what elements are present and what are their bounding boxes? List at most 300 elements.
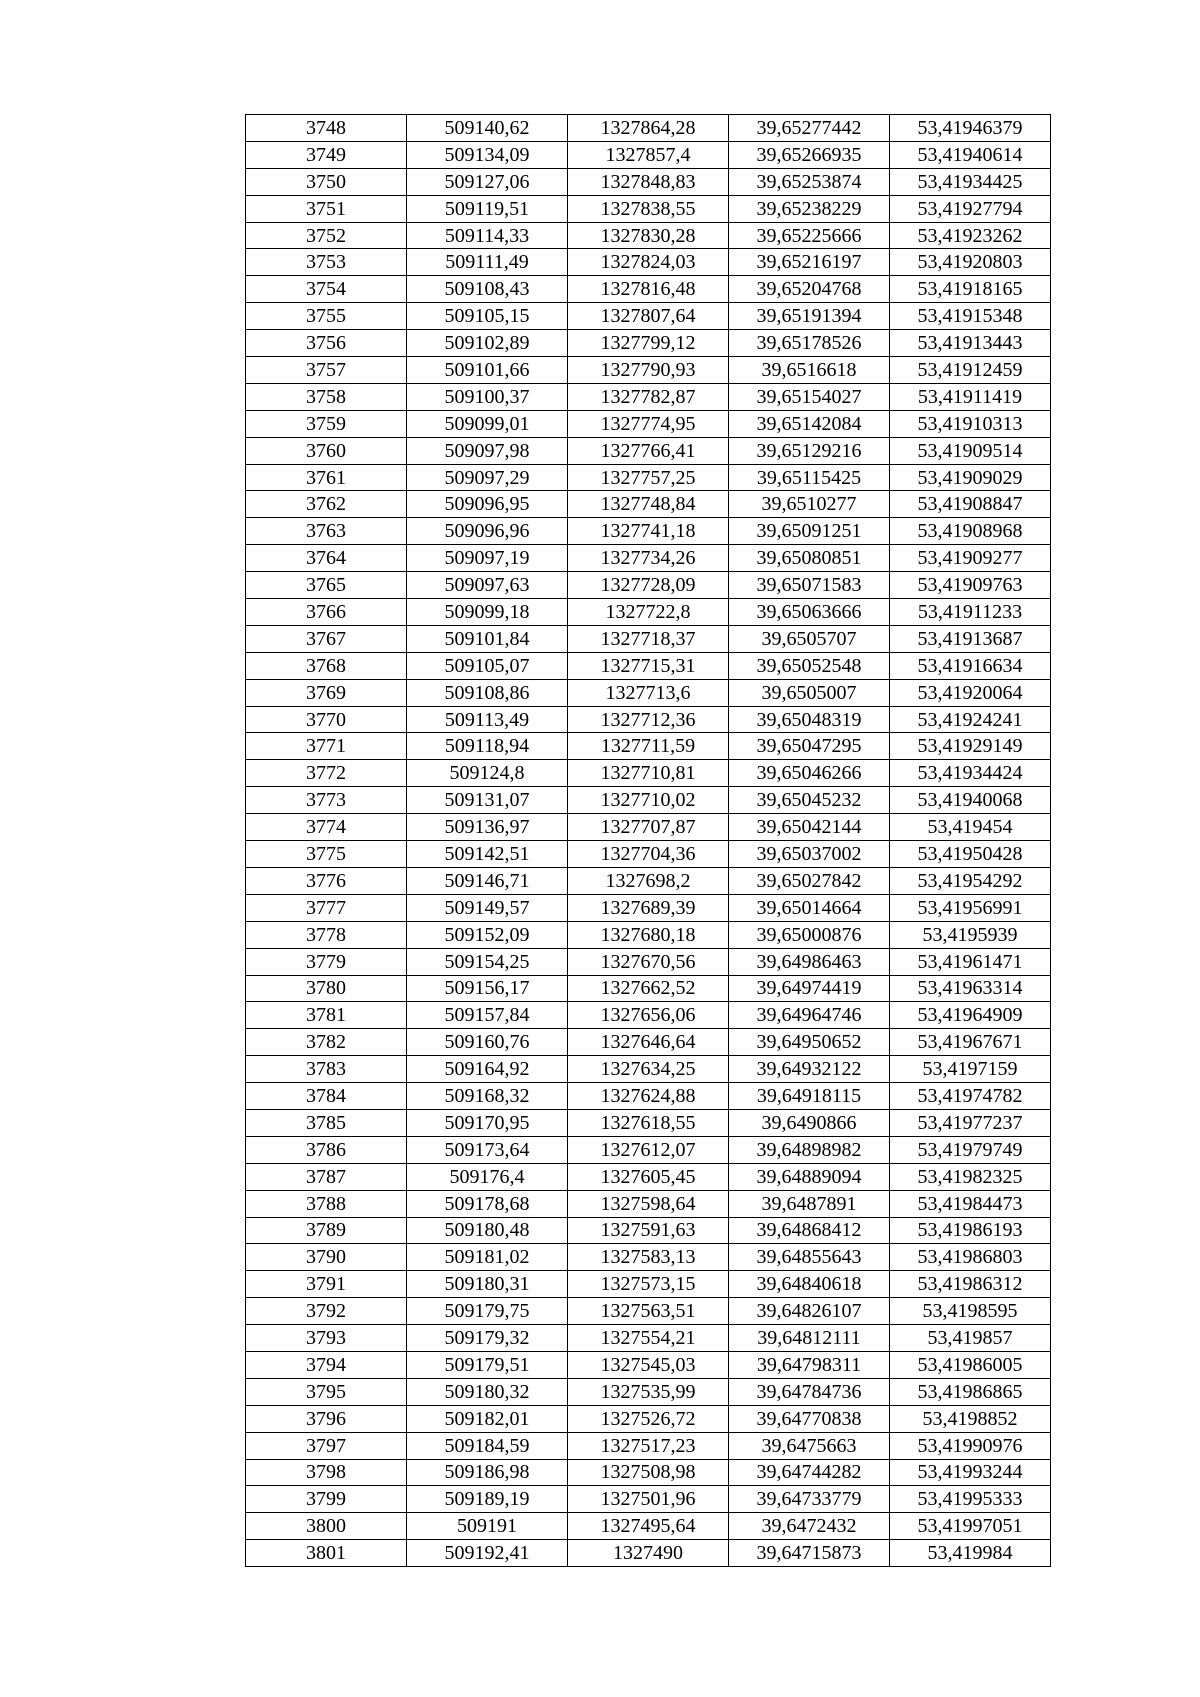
longitude-cell: 39,65047295 [729, 733, 890, 760]
latitude-cell: 53,41912459 [890, 357, 1051, 384]
y-coordinate-cell: 1327715,31 [568, 652, 729, 679]
table-row [246, 975, 1051, 1002]
point-number-cell: 3759 [246, 410, 407, 437]
longitude-cell: 39,6510277 [729, 491, 890, 518]
y-coordinate-cell: 1327508,98 [568, 1459, 729, 1486]
x-coordinate-cell: 509192,41 [407, 1540, 568, 1567]
x-coordinate-cell: 509101,84 [407, 625, 568, 652]
point-number-cell: 3768 [246, 652, 407, 679]
point-number-cell: 3755 [246, 303, 407, 330]
point-number-cell: 3775 [246, 841, 407, 868]
y-coordinate-cell: 1327774,95 [568, 410, 729, 437]
x-coordinate-cell: 509099,01 [407, 410, 568, 437]
x-coordinate-cell: 509102,89 [407, 330, 568, 357]
x-coordinate-cell: 509180,31 [407, 1271, 568, 1298]
longitude-cell: 39,65071583 [729, 572, 890, 599]
longitude-cell: 39,64812111 [729, 1325, 890, 1352]
latitude-cell: 53,41967671 [890, 1029, 1051, 1056]
table-row [246, 545, 1051, 572]
point-number-cell: 3765 [246, 572, 407, 599]
longitude-cell: 39,6475663 [729, 1432, 890, 1459]
point-number-cell: 3795 [246, 1378, 407, 1405]
y-coordinate-cell: 1327535,99 [568, 1378, 729, 1405]
latitude-cell: 53,41986193 [890, 1217, 1051, 1244]
point-number-cell: 3772 [246, 760, 407, 787]
point-number-cell: 3794 [246, 1351, 407, 1378]
latitude-cell: 53,41923262 [890, 222, 1051, 249]
longitude-cell: 39,6487891 [729, 1190, 890, 1217]
point-number-cell: 3778 [246, 921, 407, 948]
x-coordinate-cell: 509164,92 [407, 1056, 568, 1083]
latitude-cell: 53,41986803 [890, 1244, 1051, 1271]
y-coordinate-cell: 1327799,12 [568, 330, 729, 357]
longitude-cell: 39,64798311 [729, 1351, 890, 1378]
longitude-cell: 39,64964746 [729, 1002, 890, 1029]
latitude-cell: 53,4198595 [890, 1298, 1051, 1325]
table-row [246, 1136, 1051, 1163]
table-row [246, 276, 1051, 303]
point-number-cell: 3793 [246, 1325, 407, 1352]
x-coordinate-cell: 509191 [407, 1513, 568, 1540]
table-row [246, 1298, 1051, 1325]
longitude-cell: 39,65080851 [729, 545, 890, 572]
latitude-cell: 53,41909029 [890, 464, 1051, 491]
x-coordinate-cell: 509097,29 [407, 464, 568, 491]
latitude-cell: 53,41990976 [890, 1432, 1051, 1459]
point-number-cell: 3797 [246, 1432, 407, 1459]
y-coordinate-cell: 1327656,06 [568, 1002, 729, 1029]
y-coordinate-cell: 1327710,81 [568, 760, 729, 787]
longitude-cell: 39,64898982 [729, 1136, 890, 1163]
latitude-cell: 53,41915348 [890, 303, 1051, 330]
latitude-cell: 53,41934424 [890, 760, 1051, 787]
latitude-cell: 53,41924241 [890, 706, 1051, 733]
longitude-cell: 39,64744282 [729, 1459, 890, 1486]
y-coordinate-cell: 1327816,48 [568, 276, 729, 303]
table-row [246, 410, 1051, 437]
table-row [246, 1432, 1051, 1459]
y-coordinate-cell: 1327857,4 [568, 141, 729, 168]
x-coordinate-cell: 509108,86 [407, 679, 568, 706]
table-row [246, 1029, 1051, 1056]
table-row [246, 1540, 1051, 1567]
latitude-cell: 53,41929149 [890, 733, 1051, 760]
x-coordinate-cell: 509184,59 [407, 1432, 568, 1459]
point-number-cell: 3756 [246, 330, 407, 357]
x-coordinate-cell: 509118,94 [407, 733, 568, 760]
longitude-cell: 39,65091251 [729, 518, 890, 545]
y-coordinate-cell: 1327495,64 [568, 1513, 729, 1540]
latitude-cell: 53,41963314 [890, 975, 1051, 1002]
y-coordinate-cell: 1327848,83 [568, 168, 729, 195]
latitude-cell: 53,41993244 [890, 1459, 1051, 1486]
x-coordinate-cell: 509131,07 [407, 787, 568, 814]
x-coordinate-cell: 509181,02 [407, 1244, 568, 1271]
longitude-cell: 39,64974419 [729, 975, 890, 1002]
point-number-cell: 3758 [246, 383, 407, 410]
point-number-cell: 3785 [246, 1109, 407, 1136]
x-coordinate-cell: 509124,8 [407, 760, 568, 787]
x-coordinate-cell: 509099,18 [407, 599, 568, 626]
y-coordinate-cell: 1327583,13 [568, 1244, 729, 1271]
table-row [246, 491, 1051, 518]
y-coordinate-cell: 1327662,52 [568, 975, 729, 1002]
table-row [246, 303, 1051, 330]
latitude-cell: 53,41918165 [890, 276, 1051, 303]
x-coordinate-cell: 509101,66 [407, 357, 568, 384]
point-number-cell: 3801 [246, 1540, 407, 1567]
table-row [246, 168, 1051, 195]
longitude-cell: 39,64770838 [729, 1405, 890, 1432]
y-coordinate-cell: 1327864,28 [568, 115, 729, 142]
longitude-cell: 39,65178526 [729, 330, 890, 357]
point-number-cell: 3752 [246, 222, 407, 249]
longitude-cell: 39,65063666 [729, 599, 890, 626]
longitude-cell: 39,64889094 [729, 1163, 890, 1190]
y-coordinate-cell: 1327646,64 [568, 1029, 729, 1056]
x-coordinate-cell: 509105,07 [407, 652, 568, 679]
longitude-cell: 39,6505707 [729, 625, 890, 652]
point-number-cell: 3783 [246, 1056, 407, 1083]
point-number-cell: 3774 [246, 814, 407, 841]
point-number-cell: 3776 [246, 867, 407, 894]
point-number-cell: 3763 [246, 518, 407, 545]
table-row [246, 1083, 1051, 1110]
y-coordinate-cell: 1327748,84 [568, 491, 729, 518]
coordinates-table [245, 114, 1051, 1567]
latitude-cell: 53,41984473 [890, 1190, 1051, 1217]
latitude-cell: 53,41916634 [890, 652, 1051, 679]
longitude-cell: 39,64932122 [729, 1056, 890, 1083]
point-number-cell: 3777 [246, 894, 407, 921]
longitude-cell: 39,6472432 [729, 1513, 890, 1540]
table-row [246, 1351, 1051, 1378]
latitude-cell: 53,419984 [890, 1540, 1051, 1567]
point-number-cell: 3760 [246, 437, 407, 464]
y-coordinate-cell: 1327722,8 [568, 599, 729, 626]
point-number-cell: 3789 [246, 1217, 407, 1244]
coordinates-table-body [246, 115, 1051, 1567]
point-number-cell: 3766 [246, 599, 407, 626]
table-row [246, 948, 1051, 975]
point-number-cell: 3791 [246, 1271, 407, 1298]
x-coordinate-cell: 509096,96 [407, 518, 568, 545]
point-number-cell: 3769 [246, 679, 407, 706]
latitude-cell: 53,41920064 [890, 679, 1051, 706]
table-row [246, 814, 1051, 841]
y-coordinate-cell: 1327689,39 [568, 894, 729, 921]
y-coordinate-cell: 1327741,18 [568, 518, 729, 545]
y-coordinate-cell: 1327573,15 [568, 1271, 729, 1298]
longitude-cell: 39,64733779 [729, 1486, 890, 1513]
x-coordinate-cell: 509160,76 [407, 1029, 568, 1056]
table-row [246, 1513, 1051, 1540]
table-row [246, 1378, 1051, 1405]
y-coordinate-cell: 1327704,36 [568, 841, 729, 868]
table-row [246, 1109, 1051, 1136]
table-row [246, 894, 1051, 921]
y-coordinate-cell: 1327670,56 [568, 948, 729, 975]
longitude-cell: 39,65142084 [729, 410, 890, 437]
table-row [246, 760, 1051, 787]
table-row [246, 1325, 1051, 1352]
longitude-cell: 39,6505007 [729, 679, 890, 706]
longitude-cell: 39,65238229 [729, 195, 890, 222]
y-coordinate-cell: 1327734,26 [568, 545, 729, 572]
x-coordinate-cell: 509140,62 [407, 115, 568, 142]
latitude-cell: 53,41920803 [890, 249, 1051, 276]
point-number-cell: 3782 [246, 1029, 407, 1056]
longitude-cell: 39,65042144 [729, 814, 890, 841]
longitude-cell: 39,64826107 [729, 1298, 890, 1325]
longitude-cell: 39,65045232 [729, 787, 890, 814]
latitude-cell: 53,41986312 [890, 1271, 1051, 1298]
latitude-cell: 53,41913443 [890, 330, 1051, 357]
latitude-cell: 53,419454 [890, 814, 1051, 841]
x-coordinate-cell: 509146,71 [407, 867, 568, 894]
point-number-cell: 3780 [246, 975, 407, 1002]
point-number-cell: 3770 [246, 706, 407, 733]
latitude-cell: 53,41986865 [890, 1378, 1051, 1405]
y-coordinate-cell: 1327680,18 [568, 921, 729, 948]
longitude-cell: 39,64715873 [729, 1540, 890, 1567]
latitude-cell: 53,41934425 [890, 168, 1051, 195]
point-number-cell: 3799 [246, 1486, 407, 1513]
table-row [246, 1244, 1051, 1271]
longitude-cell: 39,65037002 [729, 841, 890, 868]
latitude-cell: 53,41977237 [890, 1109, 1051, 1136]
y-coordinate-cell: 1327612,07 [568, 1136, 729, 1163]
longitude-cell: 39,64784736 [729, 1378, 890, 1405]
longitude-cell: 39,6516618 [729, 357, 890, 384]
table-row [246, 464, 1051, 491]
y-coordinate-cell: 1327711,59 [568, 733, 729, 760]
y-coordinate-cell: 1327605,45 [568, 1163, 729, 1190]
x-coordinate-cell: 509114,33 [407, 222, 568, 249]
longitude-cell: 39,65204768 [729, 276, 890, 303]
table-row [246, 1056, 1051, 1083]
y-coordinate-cell: 1327824,03 [568, 249, 729, 276]
y-coordinate-cell: 1327728,09 [568, 572, 729, 599]
longitude-cell: 39,65129216 [729, 437, 890, 464]
point-number-cell: 3790 [246, 1244, 407, 1271]
latitude-cell: 53,41982325 [890, 1163, 1051, 1190]
x-coordinate-cell: 509136,97 [407, 814, 568, 841]
y-coordinate-cell: 1327634,25 [568, 1056, 729, 1083]
table-row [246, 679, 1051, 706]
latitude-cell: 53,41908968 [890, 518, 1051, 545]
table-row [246, 357, 1051, 384]
point-number-cell: 3788 [246, 1190, 407, 1217]
table-row [246, 115, 1051, 142]
latitude-cell: 53,4198852 [890, 1405, 1051, 1432]
x-coordinate-cell: 509100,37 [407, 383, 568, 410]
x-coordinate-cell: 509180,48 [407, 1217, 568, 1244]
table-row [246, 195, 1051, 222]
point-number-cell: 3784 [246, 1083, 407, 1110]
latitude-cell: 53,41913687 [890, 625, 1051, 652]
y-coordinate-cell: 1327698,2 [568, 867, 729, 894]
table-row [246, 1217, 1051, 1244]
x-coordinate-cell: 509186,98 [407, 1459, 568, 1486]
y-coordinate-cell: 1327490 [568, 1540, 729, 1567]
x-coordinate-cell: 509168,32 [407, 1083, 568, 1110]
latitude-cell: 53,41979749 [890, 1136, 1051, 1163]
point-number-cell: 3773 [246, 787, 407, 814]
latitude-cell: 53,41940614 [890, 141, 1051, 168]
latitude-cell: 53,41946379 [890, 115, 1051, 142]
latitude-cell: 53,41954292 [890, 867, 1051, 894]
latitude-cell: 53,41927794 [890, 195, 1051, 222]
point-number-cell: 3757 [246, 357, 407, 384]
latitude-cell: 53,41986005 [890, 1351, 1051, 1378]
latitude-cell: 53,41961471 [890, 948, 1051, 975]
table-row [246, 1002, 1051, 1029]
y-coordinate-cell: 1327710,02 [568, 787, 729, 814]
table-row [246, 867, 1051, 894]
table-row [246, 921, 1051, 948]
longitude-cell: 39,64868412 [729, 1217, 890, 1244]
table-row [246, 141, 1051, 168]
x-coordinate-cell: 509179,51 [407, 1351, 568, 1378]
x-coordinate-cell: 509178,68 [407, 1190, 568, 1217]
y-coordinate-cell: 1327618,55 [568, 1109, 729, 1136]
x-coordinate-cell: 509097,19 [407, 545, 568, 572]
latitude-cell: 53,41940068 [890, 787, 1051, 814]
y-coordinate-cell: 1327766,41 [568, 437, 729, 464]
point-number-cell: 3753 [246, 249, 407, 276]
latitude-cell: 53,41995333 [890, 1486, 1051, 1513]
latitude-cell: 53,4195939 [890, 921, 1051, 948]
table-row [246, 1163, 1051, 1190]
point-number-cell: 3754 [246, 276, 407, 303]
x-coordinate-cell: 509111,49 [407, 249, 568, 276]
longitude-cell: 39,65191394 [729, 303, 890, 330]
x-coordinate-cell: 509179,32 [407, 1325, 568, 1352]
latitude-cell: 53,41950428 [890, 841, 1051, 868]
longitude-cell: 39,65253874 [729, 168, 890, 195]
y-coordinate-cell: 1327718,37 [568, 625, 729, 652]
longitude-cell: 39,64918115 [729, 1083, 890, 1110]
latitude-cell: 53,419857 [890, 1325, 1051, 1352]
y-coordinate-cell: 1327598,64 [568, 1190, 729, 1217]
longitude-cell: 39,64950652 [729, 1029, 890, 1056]
y-coordinate-cell: 1327591,63 [568, 1217, 729, 1244]
point-number-cell: 3761 [246, 464, 407, 491]
y-coordinate-cell: 1327790,93 [568, 357, 729, 384]
latitude-cell: 53,41964909 [890, 1002, 1051, 1029]
x-coordinate-cell: 509152,09 [407, 921, 568, 948]
y-coordinate-cell: 1327838,55 [568, 195, 729, 222]
longitude-cell: 39,65266935 [729, 141, 890, 168]
longitude-cell: 39,65225666 [729, 222, 890, 249]
y-coordinate-cell: 1327563,51 [568, 1298, 729, 1325]
longitude-cell: 39,65154027 [729, 383, 890, 410]
point-number-cell: 3798 [246, 1459, 407, 1486]
y-coordinate-cell: 1327501,96 [568, 1486, 729, 1513]
y-coordinate-cell: 1327554,21 [568, 1325, 729, 1352]
y-coordinate-cell: 1327707,87 [568, 814, 729, 841]
point-number-cell: 3751 [246, 195, 407, 222]
latitude-cell: 53,41910313 [890, 410, 1051, 437]
point-number-cell: 3786 [246, 1136, 407, 1163]
table-row [246, 1486, 1051, 1513]
y-coordinate-cell: 1327526,72 [568, 1405, 729, 1432]
y-coordinate-cell: 1327830,28 [568, 222, 729, 249]
point-number-cell: 3748 [246, 115, 407, 142]
table-row [246, 222, 1051, 249]
point-number-cell: 3749 [246, 141, 407, 168]
table-row [246, 1459, 1051, 1486]
x-coordinate-cell: 509149,57 [407, 894, 568, 921]
y-coordinate-cell: 1327807,64 [568, 303, 729, 330]
table-row [246, 787, 1051, 814]
table-row [246, 518, 1051, 545]
latitude-cell: 53,41997051 [890, 1513, 1051, 1540]
point-number-cell: 3767 [246, 625, 407, 652]
latitude-cell: 53,41908847 [890, 491, 1051, 518]
table-row [246, 652, 1051, 679]
x-coordinate-cell: 509108,43 [407, 276, 568, 303]
x-coordinate-cell: 509096,95 [407, 491, 568, 518]
table-row [246, 1190, 1051, 1217]
table-row [246, 1271, 1051, 1298]
table-row [246, 599, 1051, 626]
x-coordinate-cell: 509170,95 [407, 1109, 568, 1136]
longitude-cell: 39,65115425 [729, 464, 890, 491]
x-coordinate-cell: 509189,19 [407, 1486, 568, 1513]
table-row [246, 437, 1051, 464]
longitude-cell: 39,65048319 [729, 706, 890, 733]
point-number-cell: 3764 [246, 545, 407, 572]
x-coordinate-cell: 509127,06 [407, 168, 568, 195]
latitude-cell: 53,41909763 [890, 572, 1051, 599]
latitude-cell: 53,4197159 [890, 1056, 1051, 1083]
table-row [246, 841, 1051, 868]
point-number-cell: 3750 [246, 168, 407, 195]
table-row [246, 1405, 1051, 1432]
latitude-cell: 53,41974782 [890, 1083, 1051, 1110]
latitude-cell: 53,41909514 [890, 437, 1051, 464]
x-coordinate-cell: 509173,64 [407, 1136, 568, 1163]
longitude-cell: 39,65046266 [729, 760, 890, 787]
longitude-cell: 39,64840618 [729, 1271, 890, 1298]
x-coordinate-cell: 509142,51 [407, 841, 568, 868]
x-coordinate-cell: 509113,49 [407, 706, 568, 733]
longitude-cell: 39,6490866 [729, 1109, 890, 1136]
latitude-cell: 53,41956991 [890, 894, 1051, 921]
x-coordinate-cell: 509180,32 [407, 1378, 568, 1405]
x-coordinate-cell: 509097,63 [407, 572, 568, 599]
latitude-cell: 53,41909277 [890, 545, 1051, 572]
longitude-cell: 39,65277442 [729, 115, 890, 142]
table-row [246, 330, 1051, 357]
x-coordinate-cell: 509182,01 [407, 1405, 568, 1432]
y-coordinate-cell: 1327713,6 [568, 679, 729, 706]
longitude-cell: 39,65027842 [729, 867, 890, 894]
y-coordinate-cell: 1327712,36 [568, 706, 729, 733]
y-coordinate-cell: 1327624,88 [568, 1083, 729, 1110]
table-row [246, 625, 1051, 652]
x-coordinate-cell: 509157,84 [407, 1002, 568, 1029]
longitude-cell: 39,65216197 [729, 249, 890, 276]
x-coordinate-cell: 509156,17 [407, 975, 568, 1002]
longitude-cell: 39,64855643 [729, 1244, 890, 1271]
table-row [246, 572, 1051, 599]
longitude-cell: 39,65052548 [729, 652, 890, 679]
longitude-cell: 39,64986463 [729, 948, 890, 975]
y-coordinate-cell: 1327782,87 [568, 383, 729, 410]
